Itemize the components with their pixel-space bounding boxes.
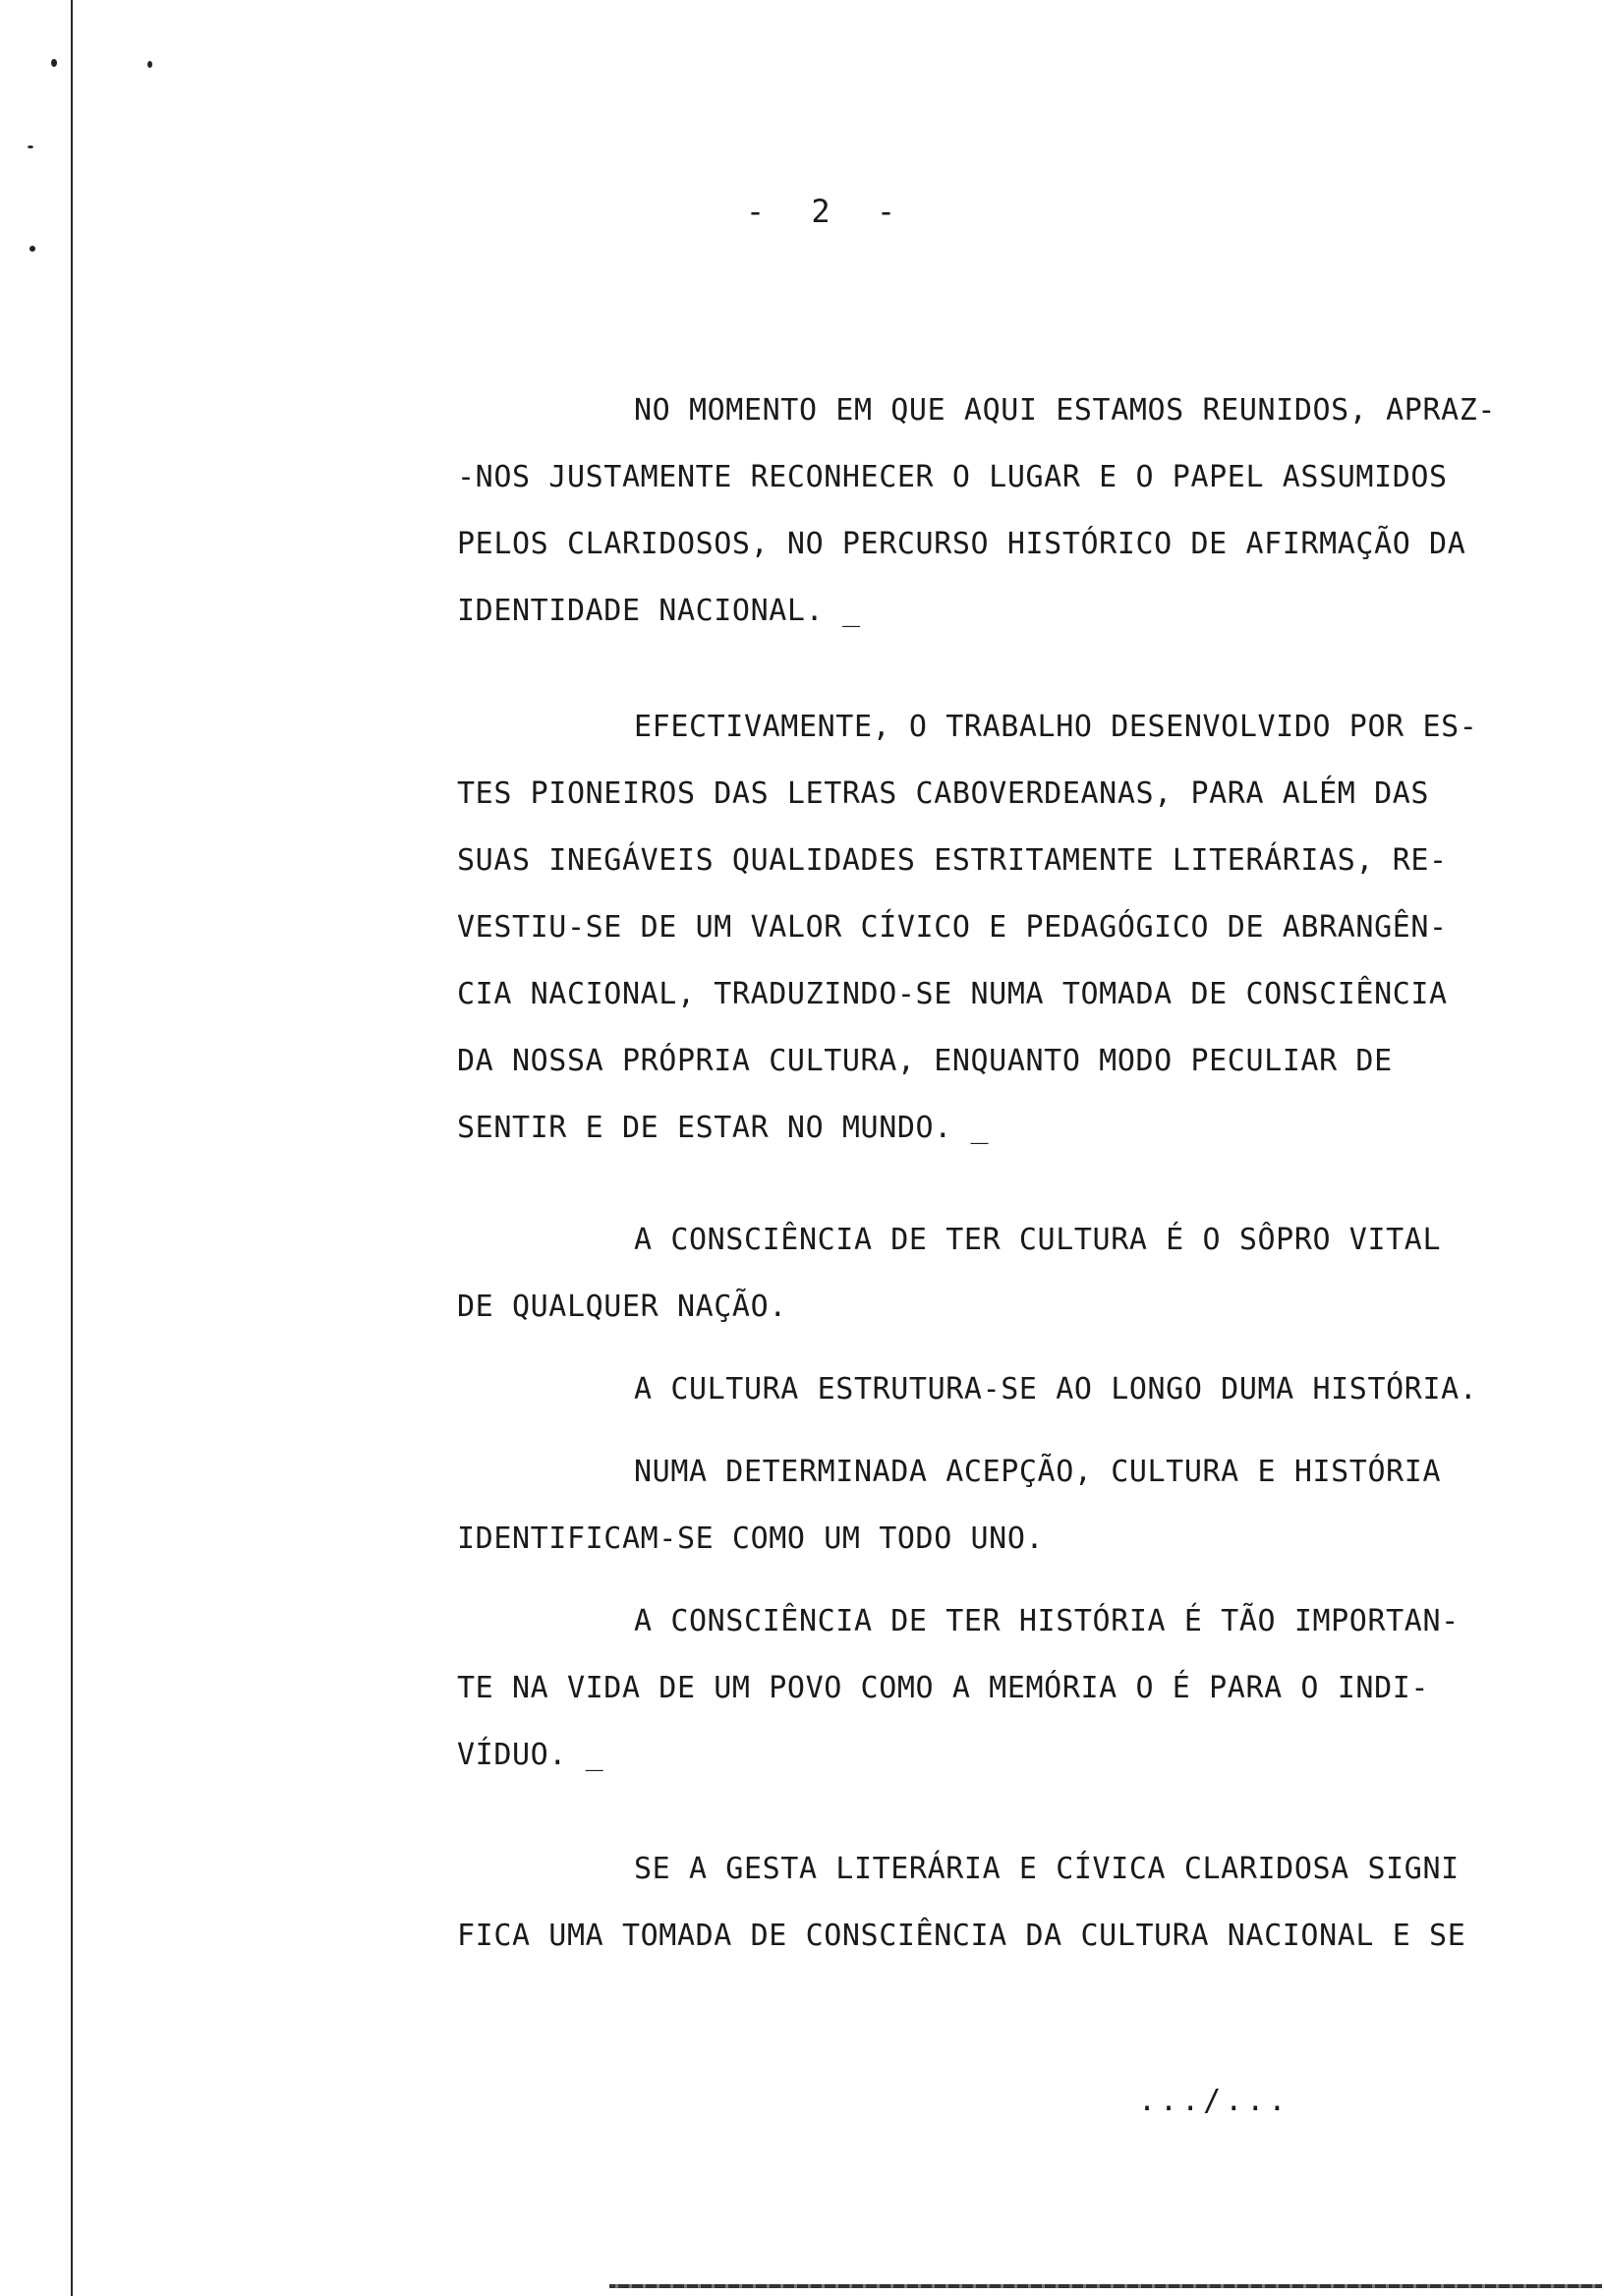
paragraph	[457, 1836, 1538, 1970]
body-text	[457, 694, 1538, 1162]
text-line: VÍDUO. _	[457, 1738, 604, 1772]
body-text	[457, 1207, 1538, 1341]
left-margin-rule	[71, 0, 73, 2296]
paragraph	[457, 377, 1538, 645]
text-line: FICA UMA TOMADA DE CONSCIÊNCIA DA CULTURA NACIONAL E SE	[457, 1919, 1466, 1953]
text-line: A CONSCIÊNCIA DE TER CULTURA É O SÔPRO VITAL	[634, 1223, 1442, 1257]
text-line: SUAS INEGÁVEIS QUALIDADES ESTRITAMENTE LITERÁRIAS, RE-	[457, 843, 1448, 878]
scan-speck	[28, 145, 33, 148]
text-line: SE A GESTA LITERÁRIA E CÍVICA CLARIDOSA SIGNI	[634, 1852, 1460, 1886]
paragraph	[457, 1356, 1538, 1423]
scan-speck	[51, 59, 57, 67]
text-line: NUMA DETERMINADA ACEPÇÃO, CULTURA E HISTÓRIA	[634, 1455, 1442, 1489]
text-line: A CULTURA ESTRUTURA-SE AO LONGO DUMA HISTÓRIA.	[634, 1372, 1478, 1406]
text-line: DE QUALQUER NAÇÃO.	[457, 1290, 787, 1324]
text-line: PELOS CLARIDOSOS, NO PERCURSO HISTÓRICO DE AFIRMAÇÃO DA	[457, 527, 1466, 561]
paragraph	[457, 1207, 1538, 1341]
scan-speck	[147, 61, 152, 68]
body-text	[457, 1356, 1538, 1423]
text-line: A CONSCIÊNCIA DE TER HISTÓRIA É TÃO IMPORTAN-	[634, 1604, 1460, 1638]
text-line: TES PIONEIROS DAS LETRAS CABOVERDEANAS, PARA ALÉM DAS	[457, 776, 1430, 811]
continuation-marker: .../...	[1138, 2084, 1290, 2118]
text-line: CIA NACIONAL, TRADUZINDO-SE NUMA TOMADA DE CONSCIÊNCIA	[457, 977, 1448, 1011]
paragraph	[457, 694, 1538, 1162]
text-line: NO MOMENTO EM QUE AQUI ESTAMOS REUNIDOS, APRAZ-	[634, 393, 1497, 428]
body-text	[457, 1836, 1538, 1970]
body-text	[457, 1588, 1538, 1789]
text-line: -NOS JUSTAMENTE RECONHECER O LUGAR E O PAPEL ASSUMIDOS	[457, 460, 1448, 494]
text-line: IDENTIDADE NACIONAL. _	[457, 594, 861, 628]
text-line: VESTIU-SE DE UM VALOR CÍVICO E PEDAGÓGICO DE ABRANGÊN-	[457, 910, 1448, 945]
bottom-scan-edge	[609, 2284, 1602, 2288]
paragraph	[457, 1588, 1538, 1789]
text-line: IDENTIFICAM-SE COMO UM TODO UNO.	[457, 1521, 1045, 1556]
paragraph	[457, 1439, 1538, 1573]
body-text	[457, 377, 1538, 645]
scan-speck	[29, 246, 35, 252]
text-line: SENTIR E DE ESTAR NO MUNDO. _	[457, 1111, 990, 1145]
body-text	[457, 1439, 1538, 1573]
text-line: TE NA VIDA DE UM POVO COMO A MEMÓRIA O É PARA O INDI-	[457, 1671, 1430, 1705]
page-number: - 2 -	[745, 193, 910, 230]
text-line: EFECTIVAMENTE, O TRABALHO DESENVOLVIDO POR ES-	[634, 710, 1478, 744]
text-line: DA NOSSA PRÓPRIA CULTURA, ENQUANTO MODO PECULIAR DE	[457, 1044, 1393, 1078]
